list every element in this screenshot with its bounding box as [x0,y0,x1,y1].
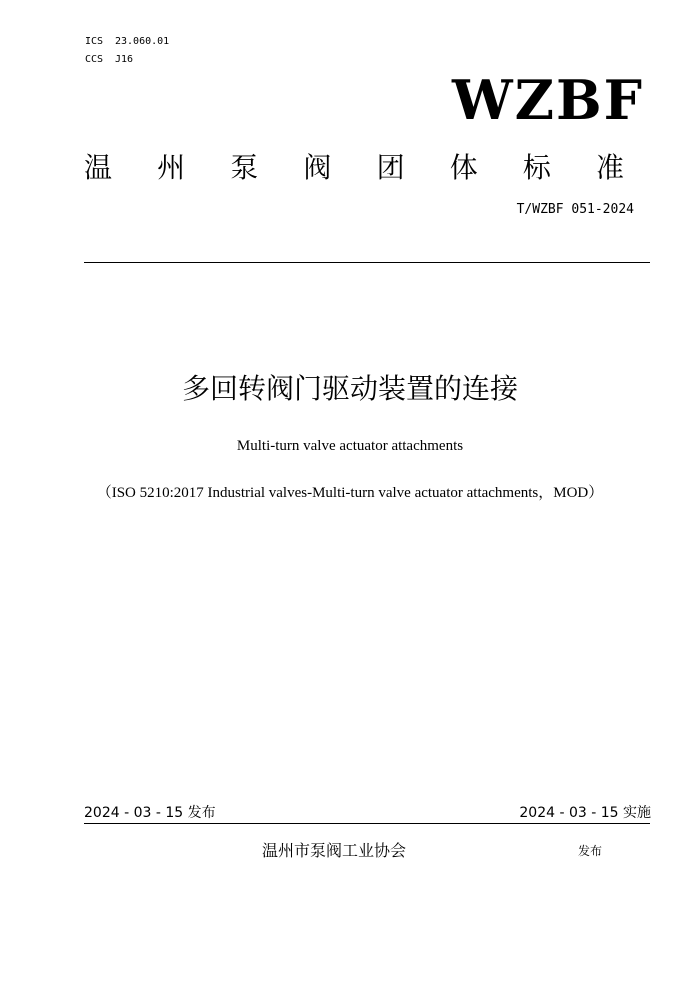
ccs-classification [85,54,133,66]
organization-logo: WZBF [451,68,644,132]
adoption-note: （ISO 5210:2017 Industrial valves-Multi-turn valve actuator attachments，MOD） [96,485,604,501]
ccs-label: CCS [85,54,104,65]
ics-code: 23.060.01 [115,36,170,47]
issuer-name: 温州市泵阀工业协会 [262,841,407,860]
publish-date: 2024 - 03 - 15 发布 [84,805,216,821]
standard-type-char: 体 [449,151,478,184]
ics-label: ICS [85,36,104,47]
standard-type-char: 准 [595,151,624,184]
header-divider [84,262,650,263]
issuer-action: 发布 [578,844,603,858]
document-title-english: Multi-turn valve actuator attachments [236,438,464,454]
ccs-code: J16 [115,54,134,65]
standard-number: T/WZBF 051-2024 [516,202,634,217]
standard-type-title [84,150,624,186]
standard-type-char: 阀 [303,151,332,184]
ics-classification [85,36,169,48]
standard-type-char: 标 [522,151,551,184]
standard-type-char: 团 [376,151,405,184]
standard-type-char: 泵 [230,151,259,184]
standard-type-char: 州 [157,151,186,184]
document-title-chinese: 多回转阀门驱动装置的连接 [181,372,518,405]
footer-divider [84,823,650,824]
standard-type-char: 温 [84,151,113,184]
implementation-date: 2024 - 03 - 15 实施 [519,805,651,821]
